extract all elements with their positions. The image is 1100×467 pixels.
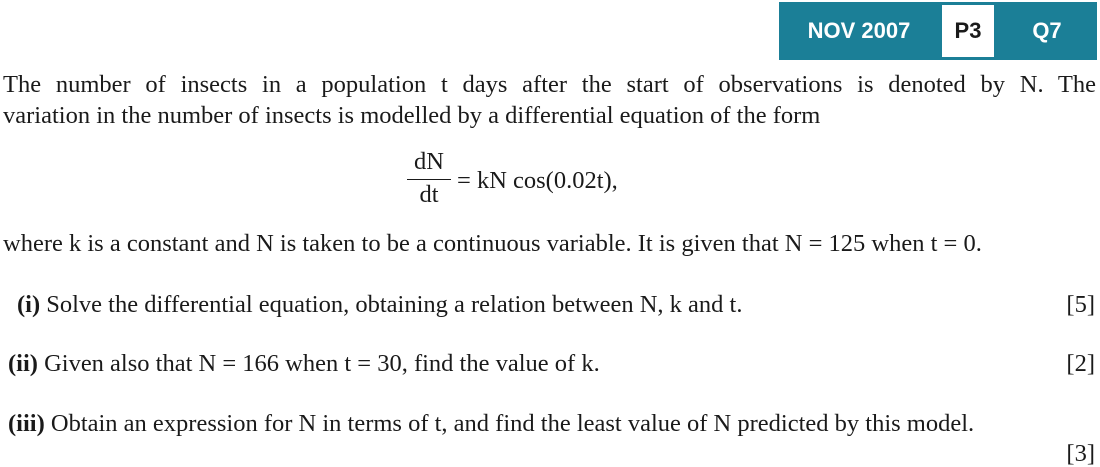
derivative-fraction bbox=[407, 150, 451, 207]
part-iii bbox=[8, 412, 974, 437]
part-ii-marks: [2] bbox=[1066, 350, 1095, 377]
intro-line-1: The number of insects in a population t days after the start of observations is denoted by N. The bbox=[3, 71, 1096, 98]
part-text: Obtain an expression for N in terms of t, and find the least value of N predicted by this model. bbox=[50, 410, 975, 437]
fraction-numerator: dN bbox=[414, 148, 444, 175]
part-label: (ii) bbox=[8, 350, 38, 377]
part-i bbox=[17, 293, 742, 318]
question-number-tag: Q7 bbox=[997, 2, 1097, 60]
fraction-denominator: dt bbox=[419, 180, 439, 208]
question-tag-bar bbox=[779, 2, 1097, 60]
part-iii-marks: [3] bbox=[1066, 440, 1095, 467]
part-ii bbox=[8, 352, 600, 377]
part-i-marks: [5] bbox=[1066, 291, 1095, 318]
paper-tag: P3 bbox=[939, 2, 997, 60]
fraction-bar bbox=[407, 179, 451, 180]
equation-right-side: = kN cos(0.02t), bbox=[457, 167, 618, 194]
part-label: (iii) bbox=[8, 410, 45, 437]
given-condition: where k is a constant and N is taken to be a continuous variable. It is given that N = 125 when t = 0. bbox=[3, 230, 982, 257]
part-text: Solve the differential equation, obtaining a relation between N, k and t. bbox=[46, 291, 743, 318]
session-tag: NOV 2007 bbox=[779, 2, 939, 60]
part-label: (i) bbox=[17, 291, 41, 318]
intro-line-2: variation in the number of insects is modelled by a differential equation of the form bbox=[3, 102, 821, 129]
part-text: Given also that N = 166 when t = 30, find the value of k. bbox=[44, 350, 600, 377]
